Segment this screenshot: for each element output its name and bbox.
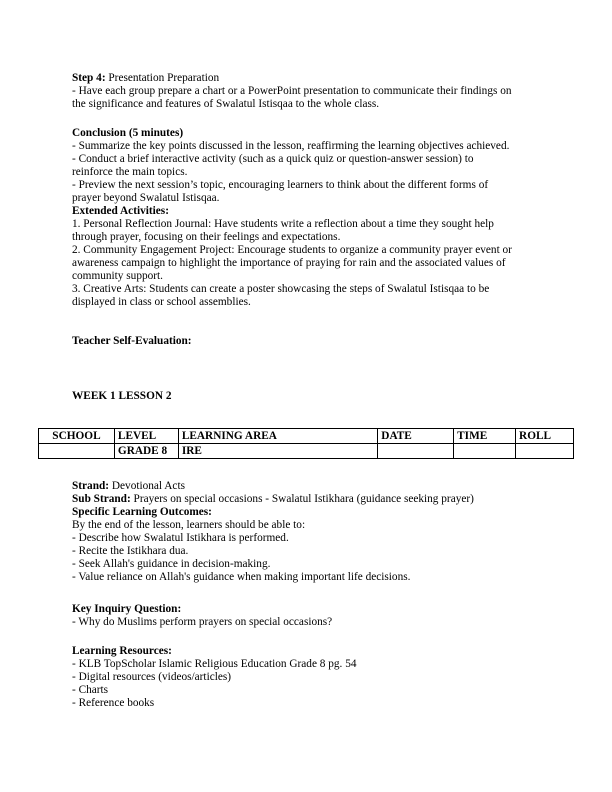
outcomes-line: - Value reliance on Allah's guidance when making important life decisions. <box>72 571 411 583</box>
step4-heading-line <box>72 72 552 85</box>
resources-line: - Charts <box>72 684 109 696</box>
table-cell <box>454 444 516 459</box>
week-heading: WEEK 1 LESSON 2 <box>72 390 172 402</box>
resources-line: - Digital resources (videos/articles) <box>72 671 232 683</box>
strand-value: Devotional Acts <box>109 480 185 492</box>
step4-heading: Step 4: <box>72 72 106 84</box>
outcomes-line: - Recite the Istikhara dua. <box>72 545 189 557</box>
extended-line: 2. Community Engagement Project: Encourage students to organize a community prayer event or <box>72 244 512 256</box>
conclusion-line: prayer beyond Swalatul Istisqaa. <box>72 192 220 204</box>
extended-heading: Extended Activities: <box>72 205 169 217</box>
outcomes-line: By the end of the lesson, learners should be able to: <box>72 519 306 531</box>
table-header-row <box>39 429 574 444</box>
table-cell <box>378 444 454 459</box>
step4-line: - Have each group prepare a chart or a PowerPoint presentation to communicate their findings on <box>72 85 512 97</box>
table-header-cell: LEARNING AREA <box>178 429 377 444</box>
week-section <box>72 390 552 403</box>
step4-line: the significance and features of Swalatul Istisqaa to the whole class. <box>72 98 380 110</box>
self-evaluation-section <box>72 335 552 348</box>
table-cell: IRE <box>178 444 377 459</box>
table-row <box>39 444 574 459</box>
table-header-cell: LEVEL <box>114 429 178 444</box>
conclusion-line: - Summarize the key points discussed in the lesson, reaffirming the learning objectives achieved. <box>72 140 510 152</box>
outcomes-line: - Describe how Swalatul Istikhara is performed. <box>72 532 289 544</box>
table-cell <box>516 444 574 459</box>
conclusion-line: - Preview the next session’s topic, encouraging learners to think about the different forms of <box>72 179 489 191</box>
table-cell: GRADE 8 <box>114 444 178 459</box>
strand-section <box>72 480 552 584</box>
inquiry-heading: Key Inquiry Question: <box>72 603 182 615</box>
resources-line: - KLB TopScholar Islamic Religious Education Grade 8 pg. 54 <box>72 658 357 670</box>
table-header-cell: DATE <box>378 429 454 444</box>
sub-strand-label: Sub Strand: <box>72 493 131 505</box>
conclusion-line: reinforce the main topics. <box>72 166 188 178</box>
table-header-cell: ROLL <box>516 429 574 444</box>
extended-line: 1. Personal Reflection Journal: Have students write a reflection about a time they sought help <box>72 218 494 230</box>
table-header-cell: SCHOOL <box>39 429 115 444</box>
resources-line: - Reference books <box>72 697 155 709</box>
extended-line: awareness campaign to highlight the importance of praying for rain and the associated values of <box>72 257 506 269</box>
conclusion-line: - Conduct a brief interactive activity (such as a quick quiz or question-answer session) to <box>72 153 474 165</box>
resources-section <box>72 645 552 710</box>
lesson-info-table <box>38 428 574 459</box>
conclusion-section <box>72 127 552 309</box>
extended-line: 3. Creative Arts: Students can create a poster showcasing the steps of Swalatul Istisqaa to be <box>72 283 490 295</box>
inquiry-section <box>72 603 552 629</box>
outcomes-heading: Specific Learning Outcomes: <box>72 506 212 518</box>
outcomes-line: - Seek Allah's guidance in decision-making. <box>72 558 271 570</box>
extended-line: displayed in class or school assemblies. <box>72 296 251 308</box>
conclusion-heading: Conclusion (5 minutes) <box>72 127 184 139</box>
strand-label: Strand: <box>72 480 110 492</box>
extended-line: community support. <box>72 270 163 282</box>
table-cell <box>39 444 115 459</box>
step4-heading-rest: Presentation Preparation <box>105 72 220 84</box>
extended-line: through prayer, focusing on their feelings and expectations. <box>72 231 341 243</box>
step4-section <box>72 72 552 111</box>
strand-line <box>72 480 552 493</box>
inquiry-line: - Why do Muslims perform prayers on special occasions? <box>72 616 333 628</box>
sub-strand-line <box>72 493 552 506</box>
table-header-cell: TIME <box>454 429 516 444</box>
sub-strand-value: Prayers on special occasions - Swalatul Istikhara (guidance seeking prayer) <box>130 493 474 505</box>
self-evaluation-heading: Teacher Self-Evaluation: <box>72 335 192 347</box>
resources-heading: Learning Resources: <box>72 645 172 657</box>
